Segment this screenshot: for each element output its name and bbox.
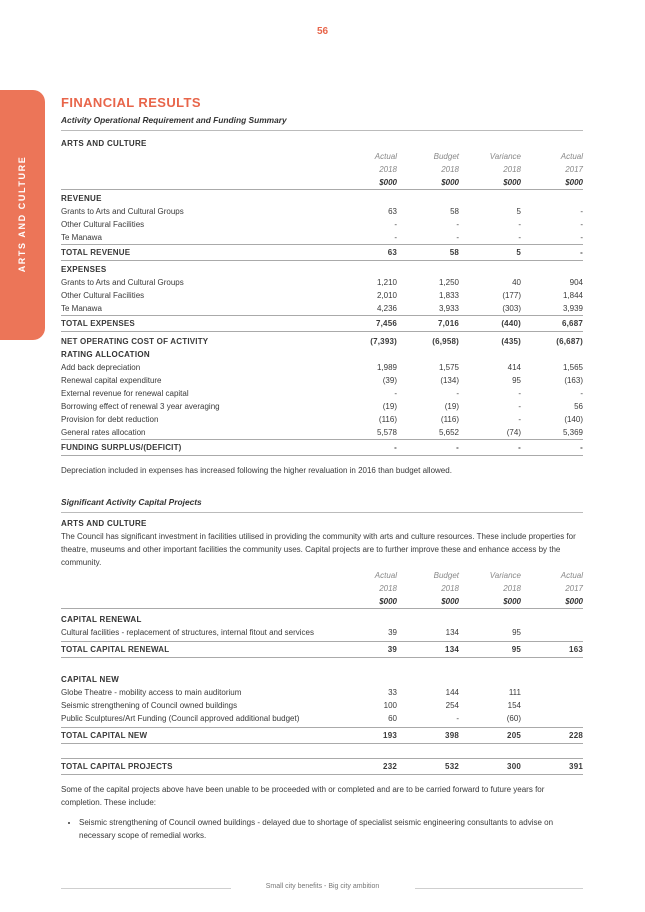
capital-new-head: CAPITAL NEW — [61, 675, 120, 684]
row-value: - — [394, 389, 397, 398]
row-value: 904 — [569, 278, 583, 287]
page-title: FINANCIAL RESULTS — [61, 95, 201, 110]
capital-col-unit-row — [61, 595, 583, 609]
col-year: 2017 — [565, 165, 583, 174]
renewal-rows — [61, 626, 583, 639]
footer-tagline: Small city benefits - Big city ambition — [265, 883, 380, 890]
opfund-col-kind-row — [61, 150, 583, 163]
col-unit: $000 — [441, 597, 459, 606]
new-rows — [61, 686, 583, 725]
row-label: Renewal capital expenditure — [61, 376, 162, 385]
row-label: Grants to Arts and Cultural Groups — [61, 207, 184, 216]
total-expenses-row — [61, 315, 583, 332]
row-value: - — [580, 220, 583, 229]
row-value: 33 — [388, 688, 397, 697]
row-value: 95 — [511, 645, 521, 654]
row-value: 414 — [507, 363, 521, 372]
row-value: - — [518, 220, 521, 229]
table-row — [61, 699, 583, 712]
row-label: External revenue for renewal capital — [61, 389, 189, 398]
row-value: 1,844 — [562, 291, 583, 300]
row-value: 95 — [512, 376, 521, 385]
row-value: - — [580, 207, 583, 216]
row-value: 111 — [508, 688, 521, 697]
col-kind: Variance — [489, 571, 521, 580]
row-value: 300 — [507, 762, 521, 771]
row-label: TOTAL CAPITAL NEW — [61, 731, 148, 740]
opfund-col-year-row — [61, 163, 583, 176]
row-value: 3,933 — [438, 304, 459, 313]
col-year: 2018 — [379, 165, 397, 174]
expenses-head: EXPENSES — [61, 265, 107, 274]
row-value: 3,939 — [562, 304, 583, 313]
row-value: 56 — [574, 402, 583, 411]
row-label: TOTAL EXPENSES — [61, 319, 135, 328]
table-row — [61, 413, 583, 426]
row-value: - — [580, 389, 583, 398]
row-value: - — [518, 443, 521, 452]
row-label: Other Cultural Facilities — [61, 220, 145, 229]
funding-row — [61, 439, 583, 456]
row-value: - — [580, 233, 583, 242]
opfund-subtitle: Activity Operational Requirement and Funding Summary — [61, 114, 583, 131]
list-item: • Seismic strengthening of Council owned buildings - delayed due to shortage of specialist seismic engineering consultants to advise on necessary scope of remedial works. — [79, 816, 583, 842]
row-label: TOTAL CAPITAL PROJECTS — [61, 762, 173, 771]
col-unit: $000 — [503, 178, 521, 187]
table-row — [61, 205, 583, 218]
row-value — [521, 626, 583, 639]
row-label: Globe Theatre - mobility access to main auditorium — [61, 688, 242, 697]
row-value: (6,958) — [432, 337, 459, 346]
row-value — [521, 686, 583, 699]
row-value: 1,250 — [438, 278, 459, 287]
table-row — [61, 218, 583, 231]
table-row — [61, 302, 583, 315]
col-unit: $000 — [565, 597, 583, 606]
capital-col-year-row — [61, 582, 583, 595]
capital-section-head: ARTS AND CULTURE — [61, 519, 147, 528]
row-label: General rates allocation — [61, 428, 146, 437]
col-year: 2017 — [565, 584, 583, 593]
row-value: (6,687) — [556, 337, 583, 346]
row-value: 5,652 — [438, 428, 459, 437]
row-value: 391 — [569, 762, 583, 771]
table-row — [61, 626, 583, 639]
row-value: 58 — [450, 207, 459, 216]
row-value: (39) — [382, 376, 397, 385]
row-label: Seismic strengthening of Council owned buildings — [61, 701, 238, 710]
row-value: 254 — [445, 701, 459, 710]
row-value: - — [394, 443, 397, 452]
col-kind: Budget — [433, 571, 459, 580]
row-value: 144 — [445, 688, 459, 697]
row-value: (19) — [382, 402, 397, 411]
col-kind: Actual — [560, 152, 583, 161]
col-year: 2018 — [441, 584, 459, 593]
row-value — [521, 699, 583, 712]
revenue-head: REVENUE — [61, 194, 102, 203]
row-label: Cultural facilities - replacement of structures, internal fitout and services — [61, 628, 314, 637]
row-value: 95 — [512, 628, 521, 637]
row-value: (74) — [506, 428, 521, 437]
row-label: Te Manawa — [61, 304, 102, 313]
col-year: 2018 — [379, 584, 397, 593]
total-projects-row — [61, 758, 583, 775]
row-value: (116) — [378, 415, 397, 424]
row-value: - — [456, 233, 459, 242]
col-unit: $000 — [503, 597, 521, 606]
depreciation-note: Depreciation included in expenses has increased following the higher revaluation in 2016 than budget allowed. — [61, 466, 452, 475]
row-value: 154 — [507, 701, 521, 710]
row-value: 398 — [445, 731, 459, 740]
capital-closing: Some of the capital projects above have been unable to be proceeded with or completed and are to be carried forward to future years for completion. These include: — [61, 785, 545, 807]
row-value: 6,687 — [561, 319, 583, 328]
row-value: 7,456 — [375, 319, 397, 328]
row-value: 228 — [569, 731, 583, 740]
row-label: TOTAL REVENUE — [61, 248, 131, 257]
row-value: (303) — [502, 304, 521, 313]
row-value: 5 — [516, 207, 521, 216]
row-value: 58 — [449, 248, 459, 257]
total-revenue-row — [61, 244, 583, 261]
total-renewal-row — [61, 641, 583, 658]
row-value: (116) — [440, 415, 459, 424]
row-value: - — [580, 248, 583, 257]
row-value: 134 — [445, 645, 459, 654]
row-label: NET OPERATING COST OF ACTIVITY — [61, 337, 209, 346]
table-row — [61, 276, 583, 289]
content — [61, 94, 583, 842]
row-value: (140) — [564, 415, 583, 424]
row-value: - — [518, 389, 521, 398]
table-row — [61, 686, 583, 699]
capital-intro: The Council has significant investment in facilities utilised in providing the community with arts and culture resources. These include properties for theatre, museums and other important facilities the community uses. Capital projects are to further improve these and enhance access by the community. — [61, 532, 576, 567]
row-value: 205 — [507, 731, 521, 740]
row-label: Add back depreciation — [61, 363, 141, 372]
row-label: Borrowing effect of renewal 3 year averaging — [61, 402, 220, 411]
row-label: Provision for debt reduction — [61, 415, 159, 424]
row-value: 100 — [383, 701, 397, 710]
col-unit: $000 — [565, 178, 583, 187]
row-value: 134 — [445, 628, 459, 637]
side-tab-label: ARTS AND CULTURE — [17, 155, 27, 273]
row-value: (163) — [564, 376, 583, 385]
row-value: (435) — [501, 337, 521, 346]
net-operating-row — [61, 335, 583, 349]
row-value: 5,578 — [376, 428, 397, 437]
table-row — [61, 712, 583, 725]
col-unit: $000 — [379, 597, 397, 606]
row-value: 60 — [388, 714, 397, 723]
col-kind: Actual — [374, 571, 397, 580]
row-value: (19) — [444, 402, 459, 411]
rating-rows — [61, 361, 583, 439]
row-value: 40 — [512, 278, 521, 287]
revenue-rows — [61, 205, 583, 244]
total-new-row — [61, 727, 583, 744]
table-row — [61, 400, 583, 413]
row-label: Grants to Arts and Cultural Groups — [61, 278, 184, 287]
row-value: 7,016 — [437, 319, 459, 328]
row-value: (7,393) — [370, 337, 397, 346]
col-year: 2018 — [503, 584, 521, 593]
row-value: 63 — [388, 207, 397, 216]
row-value: - — [518, 415, 521, 424]
expenses-rows — [61, 276, 583, 315]
col-kind: Actual — [560, 571, 583, 580]
row-value: 193 — [383, 731, 397, 740]
capital-renewal-head: CAPITAL RENEWAL — [61, 615, 142, 624]
table-row — [61, 374, 583, 387]
table-row — [61, 289, 583, 302]
capital-col-kind-row — [61, 569, 583, 582]
row-label: Public Sculptures/Art Funding (Council approved additional budget) — [61, 714, 300, 723]
row-value: 4,236 — [376, 304, 397, 313]
col-year: 2018 — [441, 165, 459, 174]
row-value: 1,565 — [562, 363, 583, 372]
row-value: 1,210 — [376, 278, 397, 287]
row-value: 5,369 — [562, 428, 583, 437]
row-value: - — [518, 233, 521, 242]
row-value: - — [394, 220, 397, 229]
col-kind: Budget — [433, 152, 459, 161]
row-value: 1,833 — [438, 291, 459, 300]
row-value: (440) — [501, 319, 521, 328]
row-value: 2,010 — [376, 291, 397, 300]
capital-subtitle: Significant Activity Capital Projects — [61, 496, 583, 513]
col-kind: Actual — [374, 152, 397, 161]
table-row — [61, 426, 583, 439]
row-label: TOTAL CAPITAL RENEWAL — [61, 645, 170, 654]
table-row — [61, 387, 583, 400]
page-number: 56 — [316, 26, 329, 37]
col-year: 2018 — [503, 165, 521, 174]
col-unit: $000 — [441, 178, 459, 187]
row-value: - — [518, 402, 521, 411]
row-value: 1,989 — [376, 363, 397, 372]
row-value: 232 — [383, 762, 397, 771]
row-value: 163 — [569, 645, 583, 654]
row-value: - — [456, 220, 459, 229]
row-value: - — [394, 233, 397, 242]
row-value: (177) — [502, 291, 521, 300]
carry-forward-list — [61, 816, 583, 842]
row-value: - — [456, 714, 459, 723]
table-row — [61, 361, 583, 374]
col-kind: Variance — [489, 152, 521, 161]
row-value — [521, 712, 583, 725]
row-value: - — [456, 389, 459, 398]
row-value: 5 — [516, 248, 521, 257]
row-value: - — [456, 443, 459, 452]
row-value: 1,575 — [438, 363, 459, 372]
opfund-section-head: ARTS AND CULTURE — [61, 139, 147, 148]
opfund-col-unit-row — [61, 176, 583, 190]
row-label: Te Manawa — [61, 233, 102, 242]
row-value: - — [580, 443, 583, 452]
row-value: (134) — [440, 376, 459, 385]
row-label: Other Cultural Facilities — [61, 291, 145, 300]
row-value: 532 — [445, 762, 459, 771]
row-label: FUNDING SURPLUS/(DEFICIT) — [61, 443, 182, 452]
table-row — [61, 231, 583, 244]
row-value: 63 — [387, 248, 397, 257]
row-value: 39 — [387, 645, 397, 654]
col-unit: $000 — [379, 178, 397, 187]
row-value: (60) — [506, 714, 521, 723]
row-value: 39 — [388, 628, 397, 637]
rating-head: RATING ALLOCATION — [61, 350, 150, 359]
